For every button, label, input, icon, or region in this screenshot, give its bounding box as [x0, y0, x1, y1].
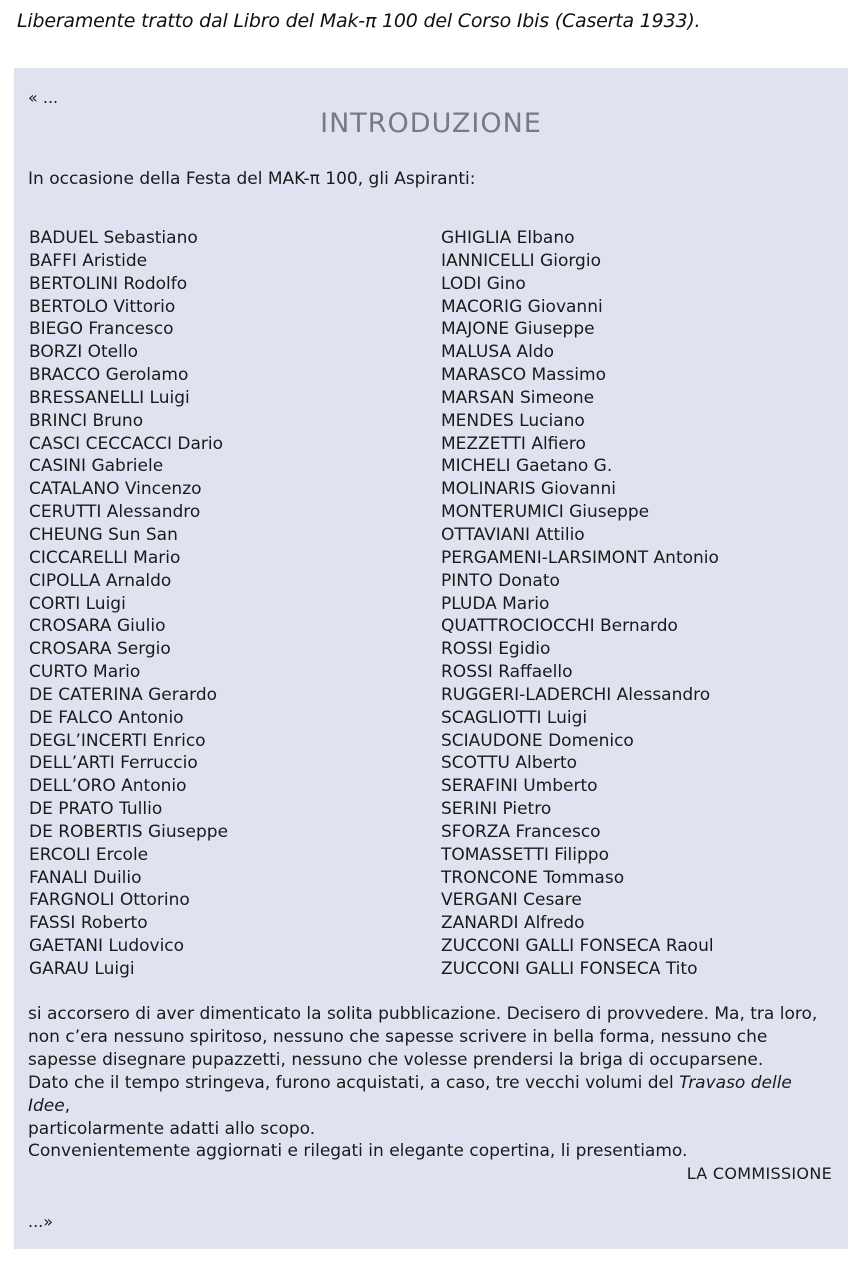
name-entry: RUGGERI-LADERCHI Alessandro — [441, 684, 711, 705]
name-entry: FASSI Roberto — [29, 913, 148, 934]
name-entry: MOLINARIS Giovanni — [441, 479, 616, 500]
name-entry: TOMASSETTI Filippo — [441, 844, 609, 865]
name-entry: CROSARA Giulio — [29, 616, 166, 637]
name-entry: FANALI Duilio — [29, 867, 142, 888]
closing-paragraph-2-comma: , — [64, 1095, 71, 1116]
name-entry: CATALANO Vincenzo — [29, 479, 202, 500]
name-entry: SERAFINI Umberto — [441, 776, 598, 797]
name-entry: BIEGO Francesco — [29, 319, 174, 340]
name-entry: PERGAMENI-LARSIMONT Antonio — [441, 547, 719, 568]
name-entry: DE PRATO Tullio — [29, 799, 163, 820]
name-entry: CICCARELLI Mario — [29, 547, 181, 568]
name-entry: PLUDA Mario — [441, 593, 550, 614]
name-entry: SERINI Pietro — [441, 799, 552, 820]
name-entry: QUATTROCIOCCHI Bernardo — [441, 616, 678, 637]
name-entry: PINTO Donato — [441, 570, 560, 591]
name-entry: BERTOLINI Rodolfo — [29, 273, 188, 294]
close-quote: ...» — [28, 1212, 54, 1231]
name-entry: MENDES Luciano — [441, 410, 585, 431]
name-entry: BRINCI Bruno — [29, 410, 144, 431]
name-entry: BAFFI Aristide — [29, 250, 148, 271]
name-entry: MICHELI Gaetano G. — [441, 456, 613, 477]
name-entry: DELL’ARTI Ferruccio — [29, 753, 198, 774]
name-entry: TRONCONE Tommaso — [441, 867, 625, 888]
name-entry: CHEUNG Sun San — [29, 524, 178, 545]
closing-paragraph-2-start: Dato che il tempo stringeva, furono acquistati, a caso, tre vecchi volumi del — [28, 1072, 680, 1093]
name-entry: SCIAUDONE Domenico — [441, 730, 634, 751]
name-entry: BADUEL Sebastiano — [29, 228, 198, 248]
name-entry: SCOTTU Alberto — [441, 753, 578, 774]
closing-paragraph-3: Convenientemente aggiornati e rilegati in elegante copertina, li presentiamo. — [28, 1141, 688, 1162]
name-entry: CIPOLLA Arnaldo — [29, 570, 172, 591]
name-entry: OTTAVIANI Attilio — [441, 524, 585, 545]
names-list-right — [441, 227, 719, 981]
signature: LA COMMISSIONE — [686, 1164, 832, 1183]
name-entry: CORTI Luigi — [29, 593, 126, 614]
name-entry: DEGL’INCERTI Enrico — [29, 730, 206, 751]
document-panel — [14, 68, 848, 1249]
name-entry: ROSSI Raffaello — [441, 662, 573, 683]
name-entry: FARGNOLI Ottorino — [29, 890, 190, 911]
name-entry: BERTOLO Vittorio — [29, 296, 176, 317]
page-title: INTRODUZIONE — [320, 108, 542, 139]
closing-paragraph-2-end: particolarmente adatti allo scopo. — [28, 1118, 316, 1139]
name-entry: SCAGLIOTTI Luigi — [441, 707, 588, 728]
name-entry: SFORZA Francesco — [441, 821, 601, 842]
name-entry: MARASCO Massimo — [441, 365, 606, 386]
name-entry: MEZZETTI Alfiero — [441, 433, 586, 454]
name-entry: ZUCCONI GALLI FONSECA Raoul — [441, 936, 714, 957]
caption: Liberamente tratto dal Libro del Mak-π 100 del Corso Ibis (Caserta 1933). — [17, 10, 701, 32]
name-entry: DE ROBERTIS Giuseppe — [29, 821, 229, 842]
name-entry: IANNICELLI Giorgio — [441, 250, 601, 271]
name-entry: CROSARA Sergio — [29, 639, 171, 660]
intro-text: In occasione della Festa del MAK-π 100, gli Aspiranti: — [28, 169, 476, 189]
name-entry: MALUSA Aldo — [441, 342, 555, 363]
name-entry: LODI Gino — [441, 273, 526, 294]
name-entry: MARSAN Simeone — [441, 387, 595, 408]
name-entry: DE FALCO Antonio — [29, 707, 184, 728]
name-entry: DE CATERINA Gerardo — [29, 684, 218, 705]
name-entry: BORZI Otello — [29, 342, 138, 363]
name-entry: ZUCCONI GALLI FONSECA Tito — [441, 959, 698, 979]
travaso-title: Travaso delle Idee — [28, 1072, 792, 1116]
name-entry: VERGANI Cesare — [441, 890, 582, 911]
name-entry: DELL’ORO Antonio — [29, 776, 187, 797]
closing-paragraph-2 — [28, 1072, 838, 1141]
name-entry: GHIGLIA Elbano — [441, 228, 575, 248]
name-entry: MONTERUMICI Giuseppe — [441, 502, 650, 523]
name-entry: CERUTTI Alessandro — [29, 502, 201, 523]
name-entry: CASCI CECCACCI Dario — [29, 433, 224, 454]
name-entry: GAETANI Ludovico — [29, 936, 185, 957]
name-entry: MAJONE Giuseppe — [441, 319, 595, 340]
name-entry: GARAU Luigi — [29, 959, 135, 979]
name-entry: ERCOLI Ercole — [29, 844, 149, 865]
name-entry: MACORIG Giovanni — [441, 296, 603, 317]
name-entry: ZANARDI Alfredo — [441, 913, 585, 934]
open-quote: « ... — [28, 88, 59, 107]
closing-text — [28, 1003, 838, 1163]
closing-paragraph-1: si accorsero di aver dimenticato la solita pubblicazione. Decisero di provvedere. Ma, tra loro, non c’era nessuno spiritoso, nessuno che sapesse scrivere in bella forma, nessuno che sapesse disegnare pupazzetti, nessuno che volesse prendersi la briga di occuparsene. — [28, 1004, 818, 1070]
name-entry: BRESSANELLI Luigi — [29, 387, 190, 408]
name-entry: ROSSI Egidio — [441, 639, 551, 660]
name-entry: CURTO Mario — [29, 662, 141, 683]
name-entry: BRACCO Gerolamo — [29, 365, 189, 386]
name-entry: CASINI Gabriele — [29, 456, 164, 477]
names-list-left — [29, 227, 228, 981]
